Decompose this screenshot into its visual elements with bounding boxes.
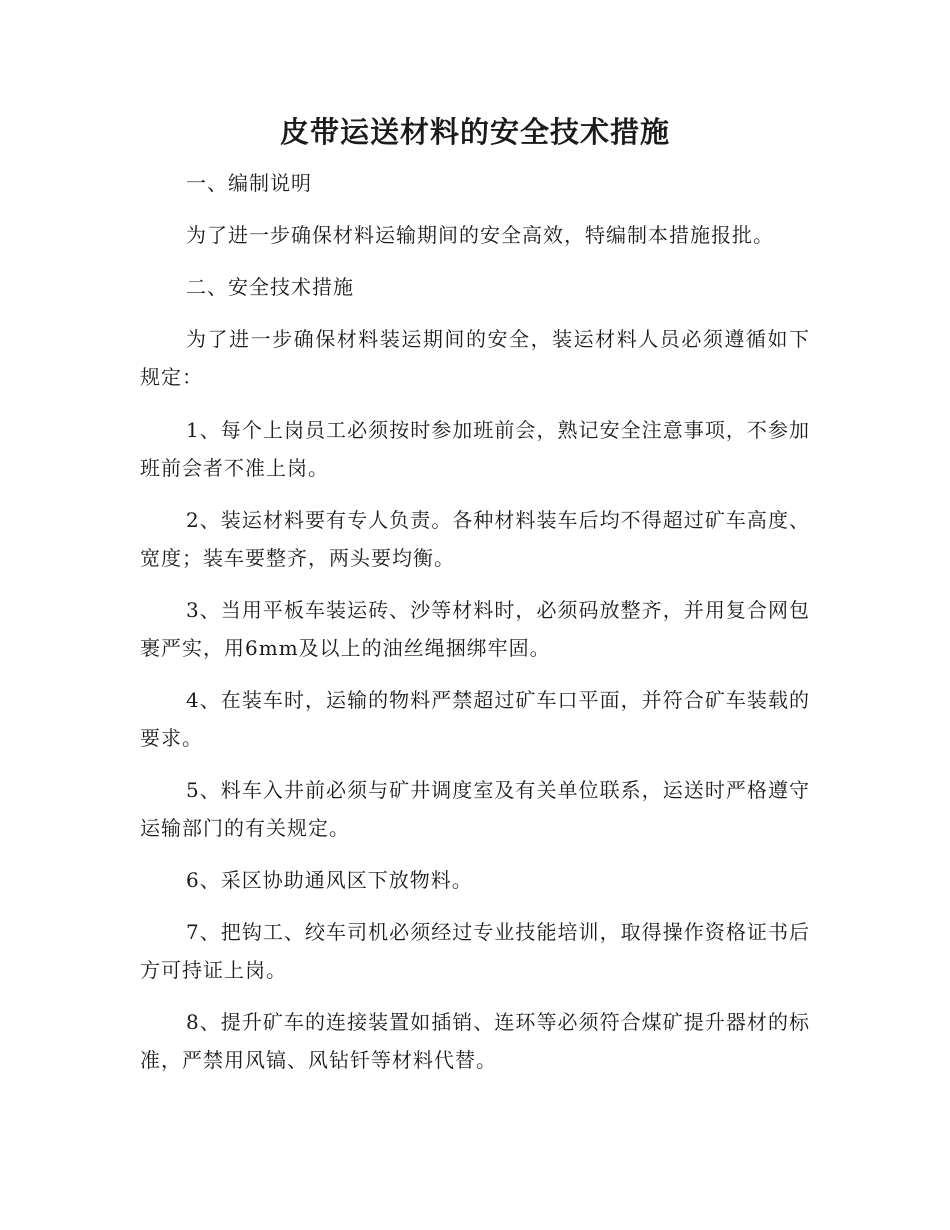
page-title: 皮带运送材料的安全技术措施 [279,115,670,149]
section-1-paragraph: 为了进一步确保材料运输期间的安全高效，特编制本措施报批。 [186,223,774,247]
list-item: 5、料车入井前必须与矿井调度室及有关单位联系，运送时严格遵守运输部门的有关规定。 [140,778,810,840]
list-item: 6、采区协助通风区下放物料。 [186,868,473,892]
list-item: 2、装运材料要有专人负责。各种材料装车后均不得超过矿车高度、宽度；装车要整齐，两头要均衡。 [140,508,810,570]
section-heading-2: 二、安全技术措施 [186,275,354,299]
list-item: 7、把钩工、绞车司机必须经过专业技能培训，取得操作资格证书后方可持证上岗。 [140,920,810,982]
list-item: 8、提升矿车的连接装置如插销、连环等必须符合煤矿提升器材的标准，严禁用风镐、风钻钎等材料代替。 [140,1010,810,1072]
list-item: 4、在装车时，运输的物料严禁超过矿车口平面，并符合矿车装载的要求。 [140,688,810,750]
section-2-intro-paragraph: 为了进一步确保材料装运期间的安全，装运材料人员必须遵循如下规定： [140,327,810,389]
list-item: 1、每个上岗员工必须按时参加班前会，熟记安全注意事项，不参加班前会者不准上岗。 [140,418,810,480]
section-heading-1: 一、编制说明 [186,171,312,195]
list-item: 3、当用平板车装运砖、沙等材料时，必须码放整齐，并用复合网包裹严实，用6mm及以上的油丝绳捆绑牢固。 [140,598,810,660]
